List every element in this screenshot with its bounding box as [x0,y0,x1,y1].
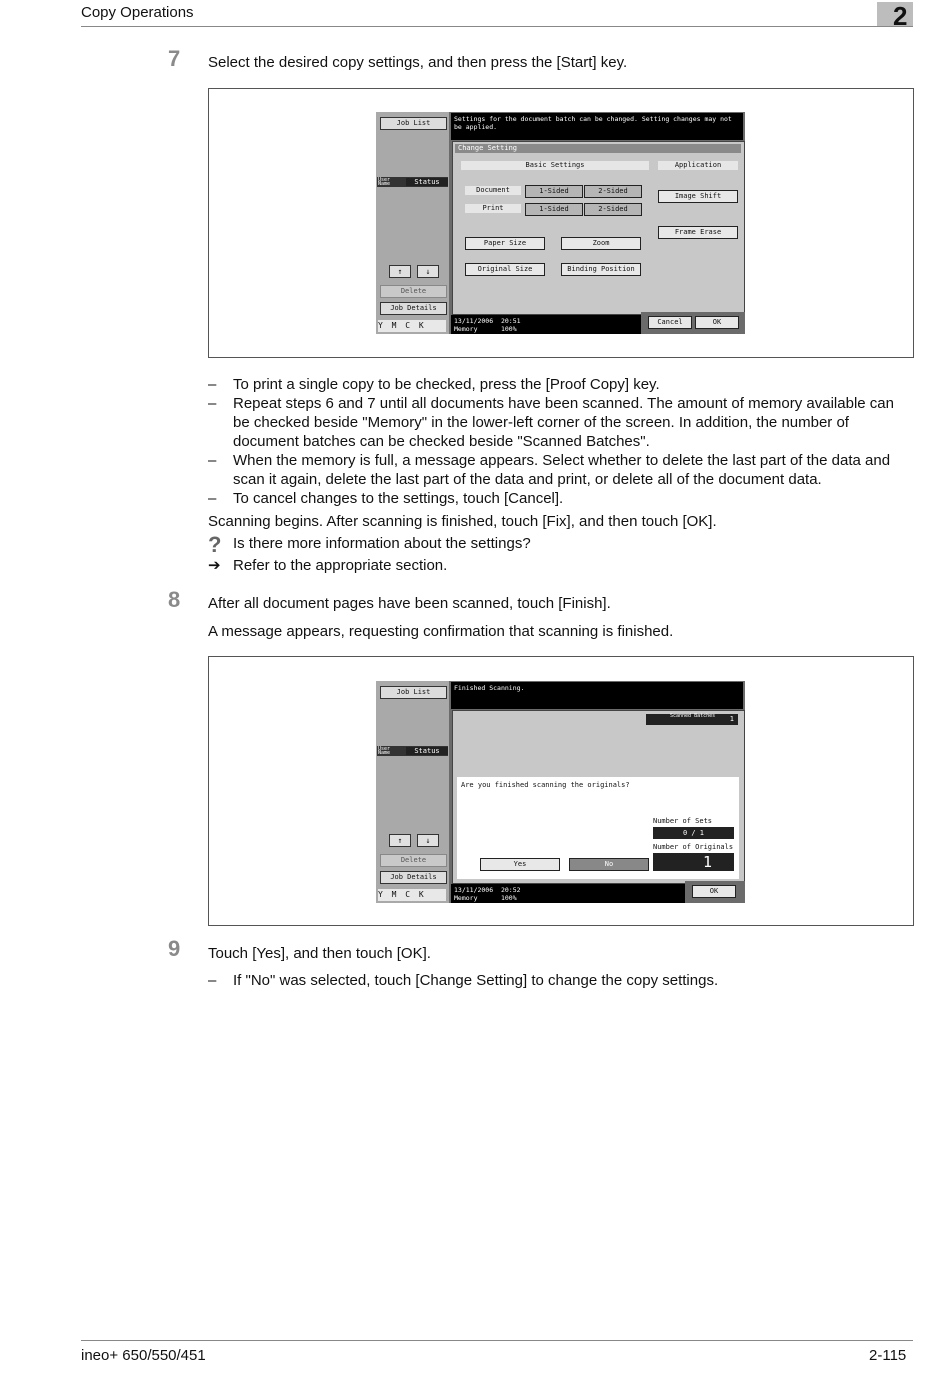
scroll-down-icon[interactable]: ↓ [417,265,439,278]
date: 13/11/2006 [454,317,494,325]
action-area [685,881,745,903]
arrow-right-icon: ➔ [208,557,221,574]
user-status-tabs [377,746,448,756]
footer-rule [81,1340,913,1341]
number-of-originals-label: Number of Originals [653,843,734,851]
footer-model: ineo+ 650/550/451 [81,1347,206,1364]
scanning-begins-text: Scanning begins. After scanning is finished, touch [Fix], and then touch [OK]. [208,513,717,530]
figure-change-setting [208,88,914,358]
delete-button[interactable]: Delete [380,285,447,298]
list-item: – When the memory is full, a message appears. Select whether to delete the last part of the data and scan it again, delete the last part of the data and print, or delete all of the document data. [208,452,891,488]
number-of-originals-value: 1 [653,853,734,871]
memory-label: Memory [454,894,478,902]
delete-button[interactable]: Delete [380,854,447,867]
tab-status[interactable]: Status [406,178,448,186]
status-bar [451,315,641,334]
left-panel [376,112,449,334]
scanned-batches-count: 1 [729,715,734,723]
document-1-sided-button[interactable]: 1-Sided [525,185,583,198]
scroll-up-icon[interactable]: ↑ [389,834,411,847]
action-area [641,312,745,334]
running-header-title: Copy Operations [81,4,194,21]
number-of-sets-value: 0 / 1 [653,827,734,839]
frame-erase-button[interactable]: Frame Erase [658,226,738,239]
yes-button[interactable]: Yes [480,858,560,871]
step-number-9: 9 [168,936,181,961]
scroll-up-icon[interactable]: ↑ [389,265,411,278]
user-status-tabs [377,177,448,187]
job-details-button[interactable]: Job Details [380,871,447,884]
memory-value: 100% [500,325,517,333]
step-7-text: Select the desired copy settings, and then press the [Start] key. [208,54,628,71]
tab-user-name[interactable]: User Name [378,746,391,756]
step-7-bullets [208,375,913,508]
job-list-button[interactable]: Job List [380,117,447,130]
basic-settings-heading: Basic Settings [461,161,649,170]
step-9-bullets [208,971,913,990]
application-heading: Application [658,161,738,170]
list-item: – To print a single copy to be checked, press the [Proof Copy] key. [208,376,660,393]
scanned-batches-indicator [646,714,738,725]
memory-label: Memory [454,325,478,333]
confirmation-dialog [457,777,739,879]
memory-value: 100% [500,894,517,902]
print-1-sided-button[interactable]: 1-Sided [525,203,583,216]
touch-panel-screen-finished-scanning [376,681,745,903]
finished-scanning-panel [452,710,745,884]
paper-size-button[interactable]: Paper Size [465,237,545,250]
panel-title: Change Setting [455,144,741,153]
step-number-7: 7 [168,46,181,71]
cancel-button[interactable]: Cancel [648,316,692,329]
tab-status[interactable]: Status [406,747,448,755]
change-setting-panel [452,141,745,315]
original-size-button[interactable]: Original Size [465,263,545,276]
confirmation-question: Are you finished scanning the originals? [461,781,630,789]
step-9-text: Touch [Yes], and then touch [OK]. [208,945,431,962]
screen-message: Settings for the document batch can be changed. Setting changes may not be applied. [451,113,743,140]
zoom-button[interactable]: Zoom [561,237,641,250]
status-bar [451,884,685,903]
print-2-sided-button[interactable]: 2-Sided [584,203,642,216]
toner-indicator: Y M C K [378,320,446,332]
footer-page-number: 2-115 [869,1347,907,1364]
time: 20:51 [500,317,521,325]
question-icon: ? [208,532,222,557]
binding-position-button[interactable]: Binding Position [561,263,641,276]
document-label: Document [465,186,521,195]
header-rule [81,26,913,27]
date: 13/11/2006 [454,886,494,894]
figure-finished-scanning [208,656,914,926]
screen-message: Finished Scanning. [451,682,743,709]
job-list-button[interactable]: Job List [380,686,447,699]
ok-button[interactable]: OK [692,885,736,898]
question-text: Is there more information about the settings? [233,535,531,552]
chapter-number: 2 [893,1,908,31]
time: 20:52 [500,886,521,894]
answer-text: Refer to the appropriate section. [233,557,448,574]
print-label: Print [465,204,521,213]
job-details-button[interactable]: Job Details [380,302,447,315]
list-item: – Repeat steps 6 and 7 until all documents have been scanned. The amount of memory available can be checked beside "Memory" in the lower-left corner of the screen. In addition, the number of document batches can be checked beside "Scanned Batches". [208,395,894,450]
document-2-sided-button[interactable]: 2-Sided [584,185,642,198]
step-8-subtext: A message appears, requesting confirmation that scanning is finished. [208,623,674,640]
step-8-text: After all document pages have been scanned, touch [Finish]. [208,595,611,612]
touch-panel-screen-change-setting [376,112,745,334]
number-of-sets-label: Number of Sets [653,817,713,825]
tab-user-name[interactable]: User Name [378,177,391,187]
image-shift-button[interactable]: Image Shift [658,190,738,203]
ok-button[interactable]: OK [695,316,739,329]
left-panel [376,681,449,903]
no-button[interactable]: No [569,858,649,871]
list-item: – To cancel changes to the settings, touch [Cancel]. [208,490,564,507]
step-number-8: 8 [168,587,181,612]
toner-indicator: Y M C K [378,889,446,901]
scanned-batches-label: Scanned Batches [670,713,716,719]
list-item: – If "No" was selected, touch [Change Setting] to change the copy settings. [208,972,719,989]
scroll-down-icon[interactable]: ↓ [417,834,439,847]
